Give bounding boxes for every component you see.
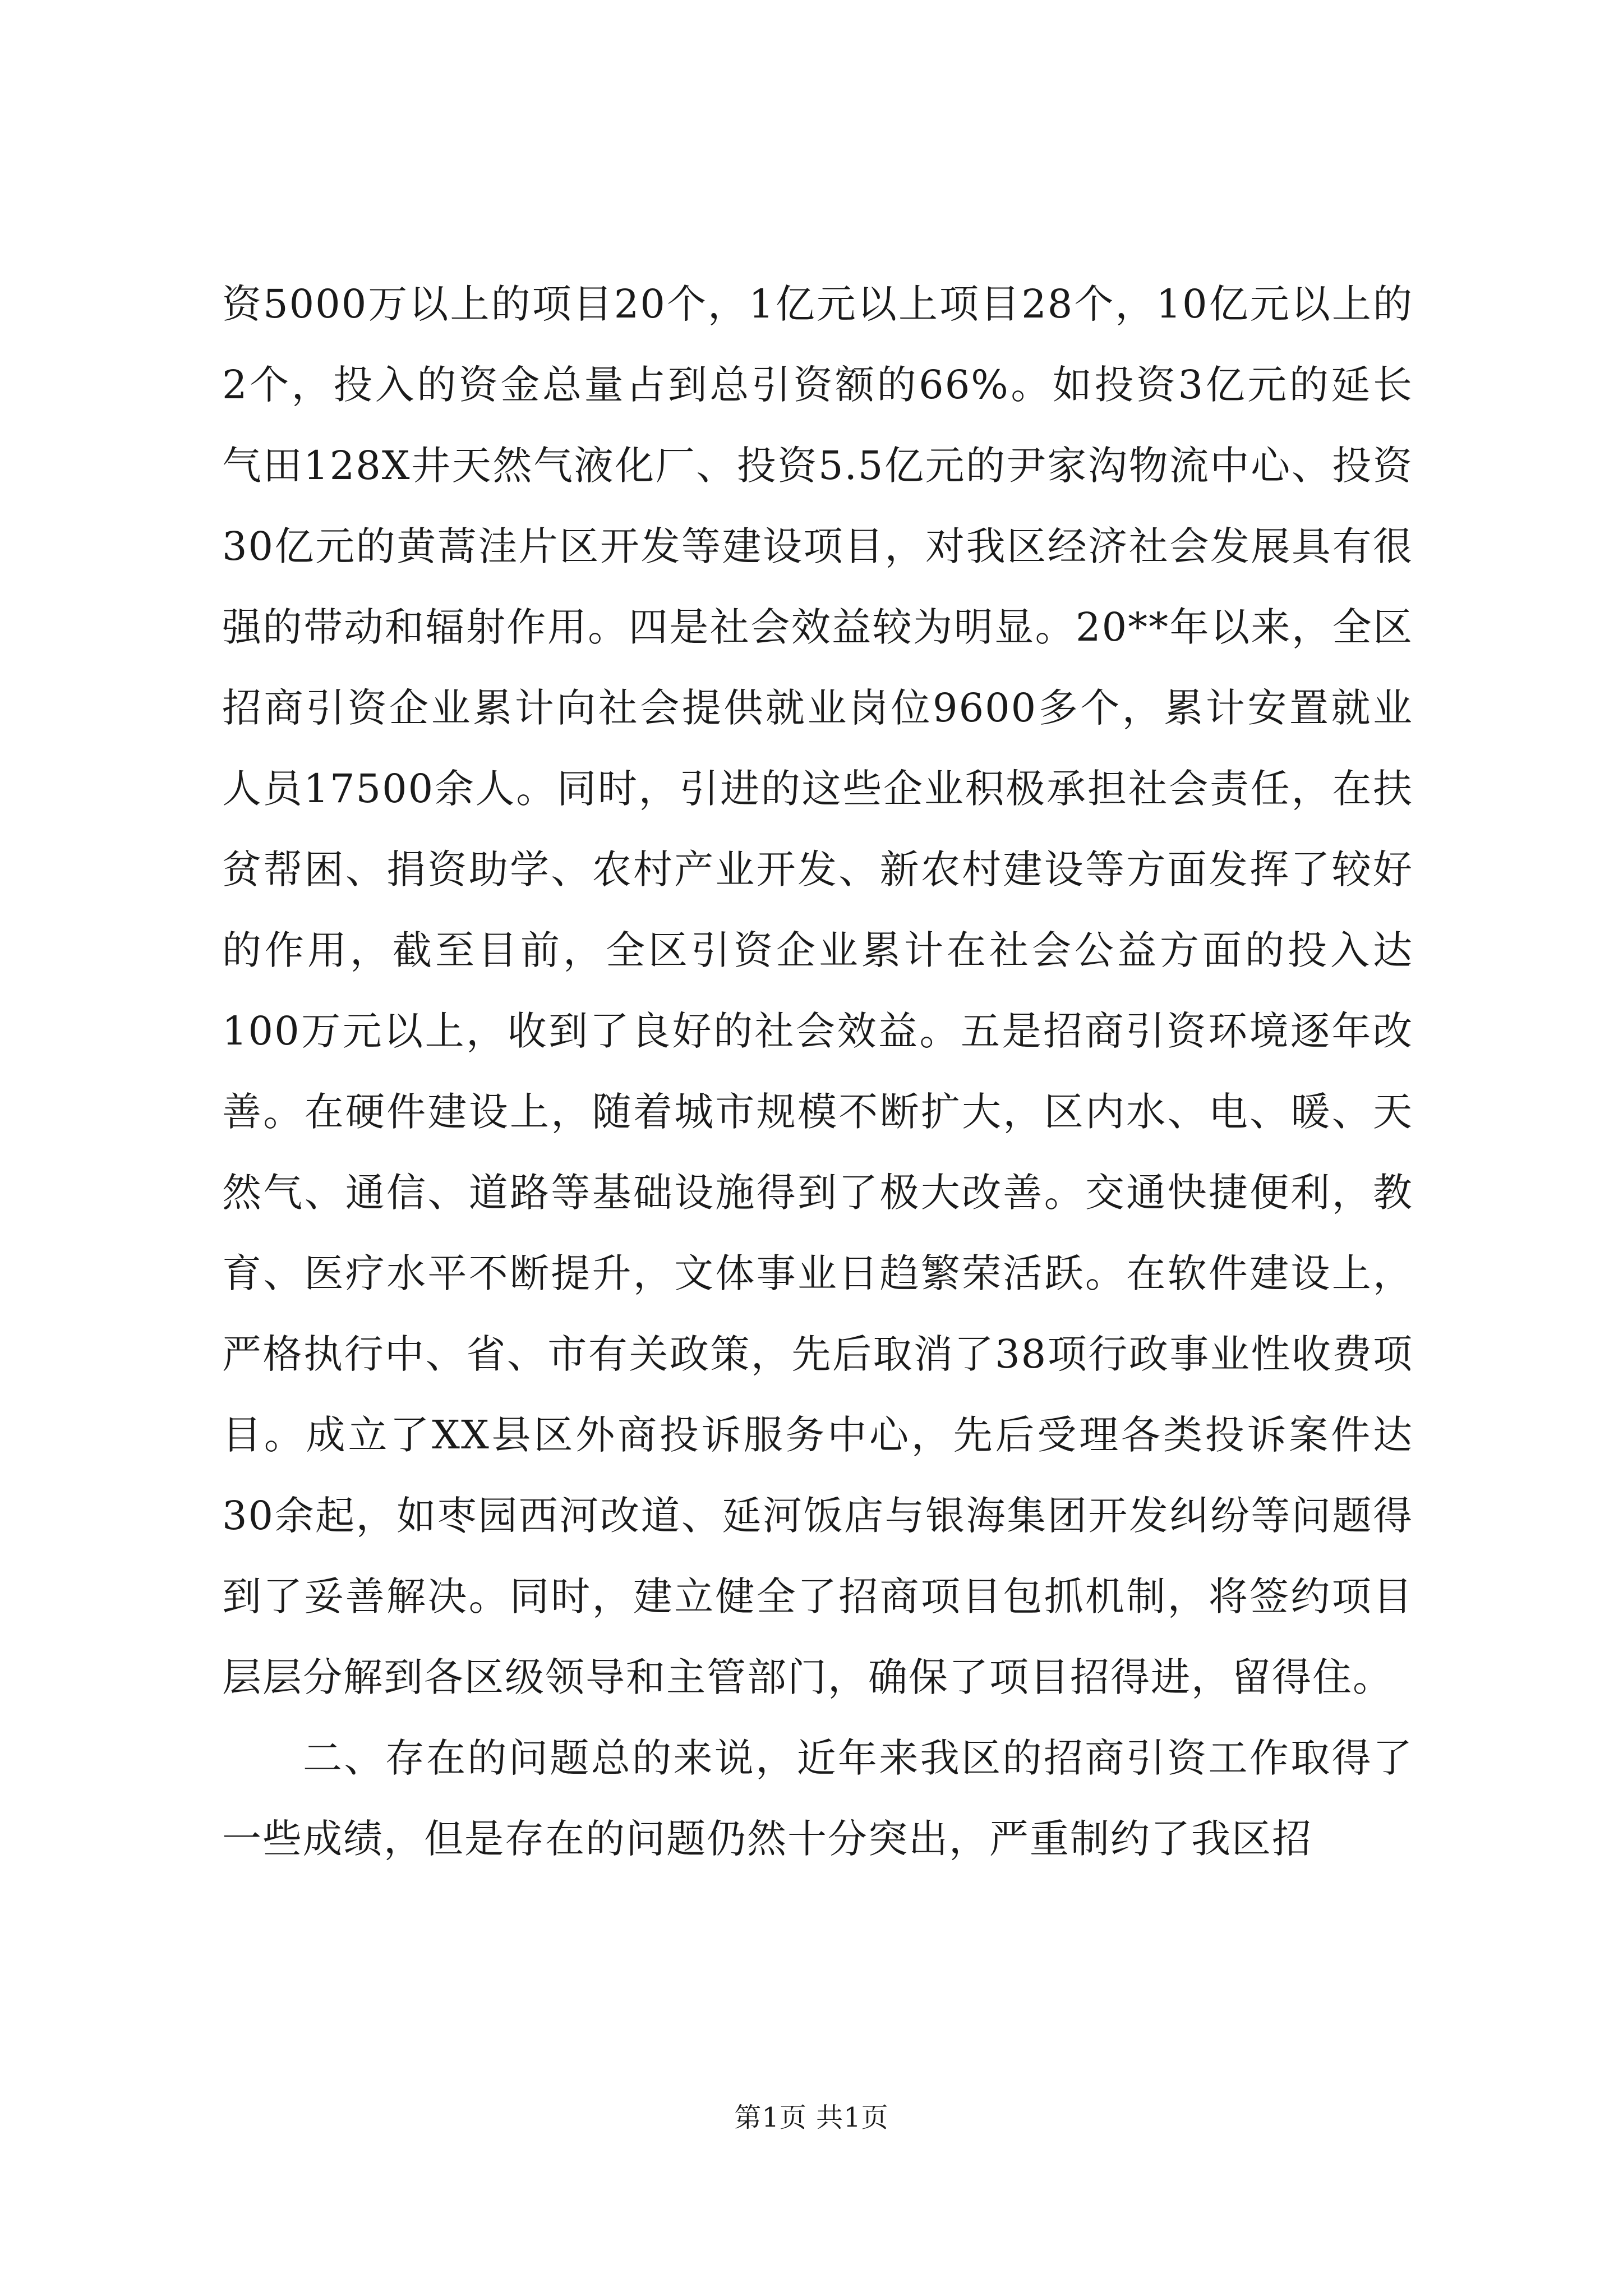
paragraph-1: 资5000万以上的项目20个，1亿元以上项目28个，10亿元以上的2个，投入的资金总量占到总引资额的66%。如投资3亿元的延长气田128X井天然气液化厂、投资5.5亿元的尹家沟物流中心、投资30亿元的黄蒿洼片区开发等建设项目，对我区经济社会发展具有很强的带动和辐射作用。四是社会效益较为明显。20**年以来，全区招商引资企业累计向社会提供就业岗位9600多个，累计安置就业人员17500余人。同时，引进的这些企业积极承担社会责任，在扶贫帮困、捐资助学、农村产业开发、新农村建设等方面发挥了较好的作用，截至目前，全区引资企业累计在社会公益方面的投入达100万元以上，收到了良好的社会效益。五是招商引资环境逐年改善。在硬件建设上，随着城市规模不断扩大，区内水、电、暖、天然气、通信、道路等基础设施得到了极大改善。交通快捷便利，教育、医疗水平不断提升，文体事业日趋繁荣活跃。在软件建设上，严格执行中、省、市有关政策，先后取消了38项行政事业性收费项目。成立了XX县区外商投诉服务中心，先后受理各类投诉案件达30余起，如枣园西河改道、延河饭店与银海集团开发纠纷等问题得到了妥善解决。同时，建立健全了招商项目包抓机制，将签约项目层层分解到各区级领导和主管部门，确保了项目招得进，留得住。 <box>222 281 1413 1700</box>
page-footer <box>0 2101 1623 2134</box>
document-body <box>222 264 1413 1879</box>
page-number: 第1页 共1页 <box>734 2102 889 2133</box>
paragraph-2: 二、存在的问题总的来说，近年来我区的招商引资工作取得了一些成绩，但是存在的问题仍然十分突出，严重制约了我区招 <box>222 1735 1413 1862</box>
